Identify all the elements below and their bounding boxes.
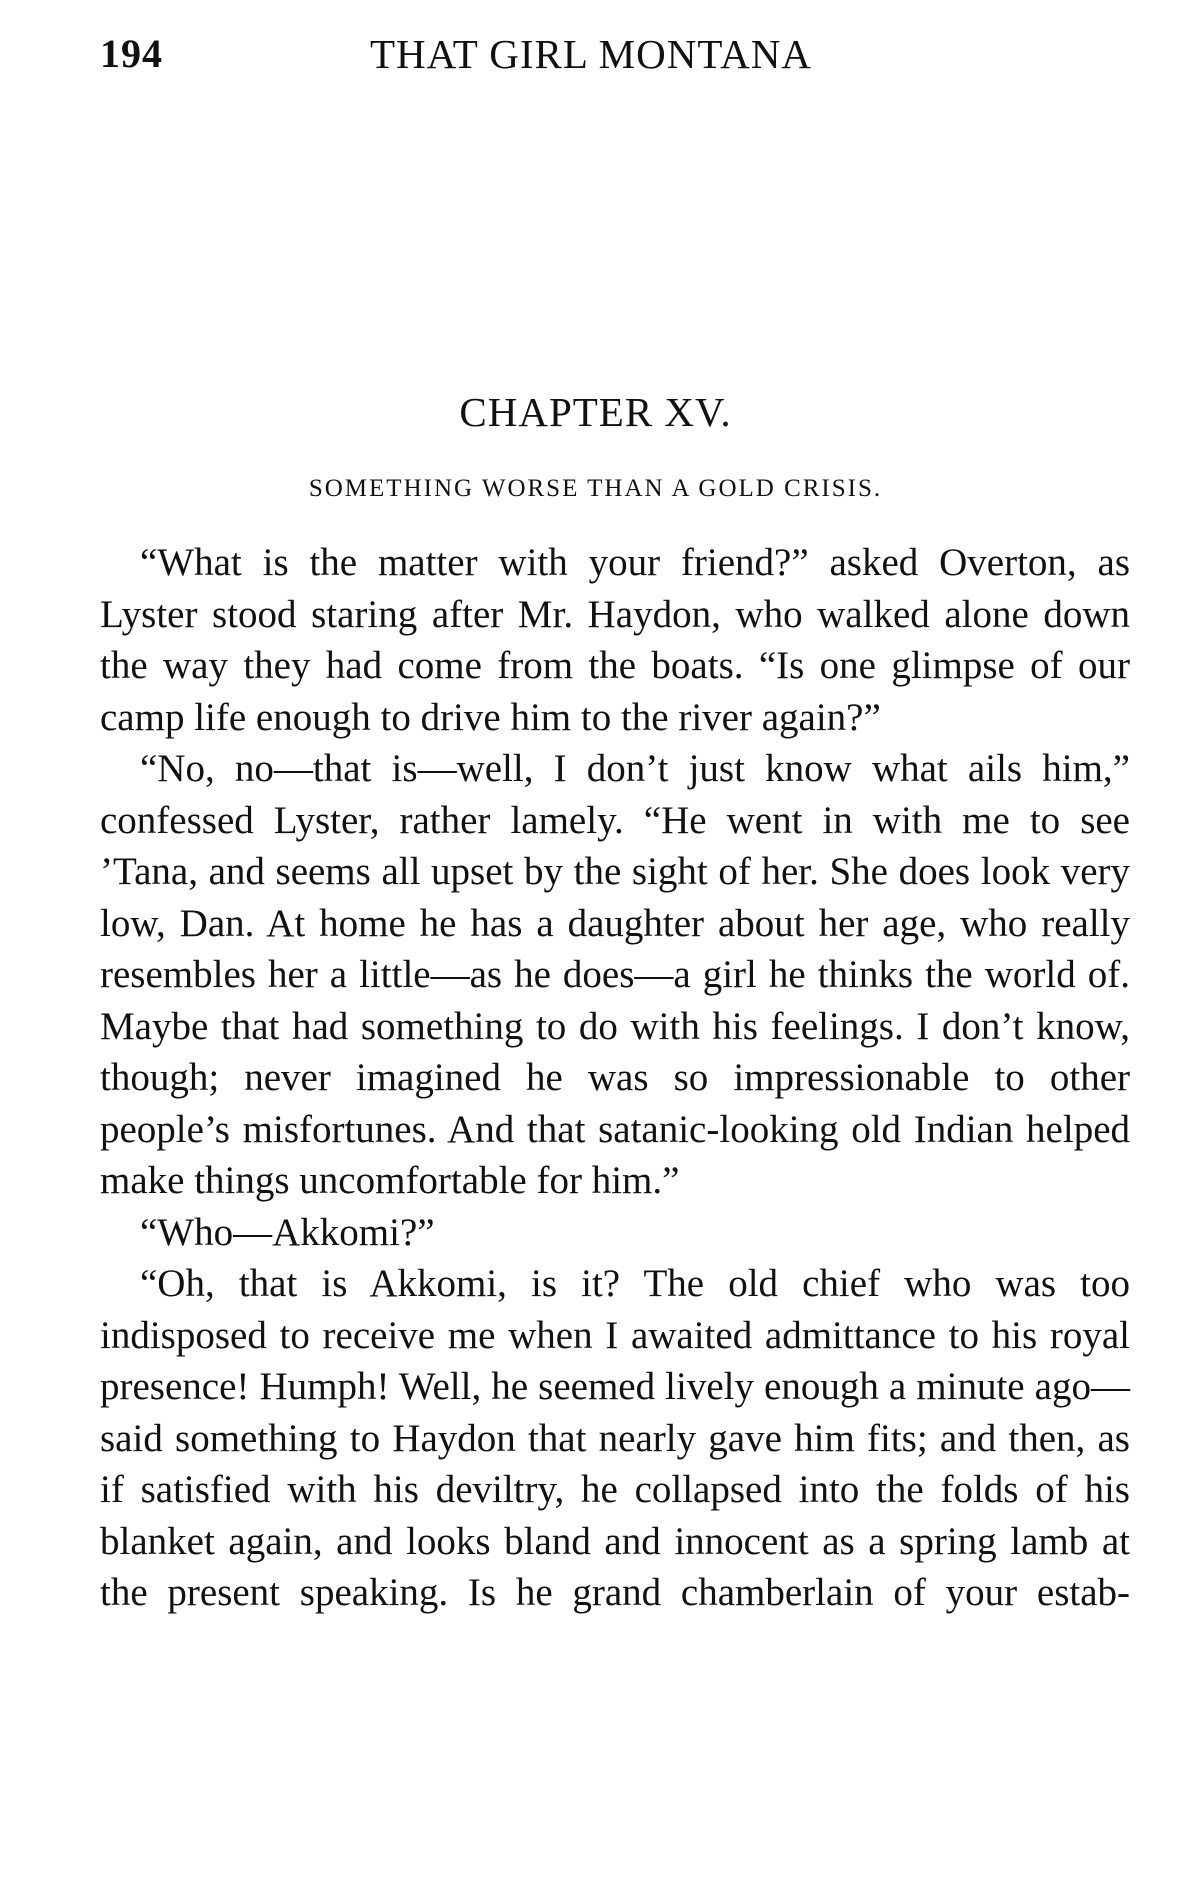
page-number: 194 bbox=[100, 31, 163, 76]
chapter-title: CHAPTER XV. bbox=[459, 389, 732, 435]
paragraph: “Oh, that is Akkomi, is it? The old chief who was too indisposed to receive me when I awaited admittance to his royal presence! Humph! Well, he seemed lively enough a minute ago—said something to Haydon that nearly gave him fits; and then, as if satisfied with his deviltry, he collapsed into the folds of his blanket again, and looks bland and innocent as a spring lamb at the present speaking. Is he grand chamberlain of your estab- bbox=[100, 1262, 1130, 1614]
running-head bbox=[100, 30, 1130, 90]
paragraph: “What is the matter with your friend?” asked Overton, as Lyster stood staring after Mr. Haydon, who walked alone down the way they had come from the boats. “Is one glimpse of our camp life enough to drive him to the river again?” bbox=[100, 541, 1130, 739]
paragraph: “No, no—that is—well, I don’t just know what ails him,” confessed Lyster, rather lamely. “He went in with me to see ’Tana, and seems all upset by the sight of her. She does look very low, Dan. At home he has a daughter about her age, who really resembles her a little—as he does—a girl he thinks the world of. Maybe that had something to do with his feelings. I don’t know, though; never imagined he was so impressionable to other people’s misfortunes. And that satanic-looking old Indian helped make things uncomfortable for him.” bbox=[100, 747, 1130, 1202]
book-title: THAT GIRL MONTANA bbox=[370, 31, 812, 77]
body-text bbox=[100, 537, 1130, 1619]
chapter-subtitle: SOMETHING WORSE THAN A GOLD CRISIS. bbox=[308, 475, 883, 502]
paragraph: “Who—Akkomi?” bbox=[140, 1210, 435, 1254]
